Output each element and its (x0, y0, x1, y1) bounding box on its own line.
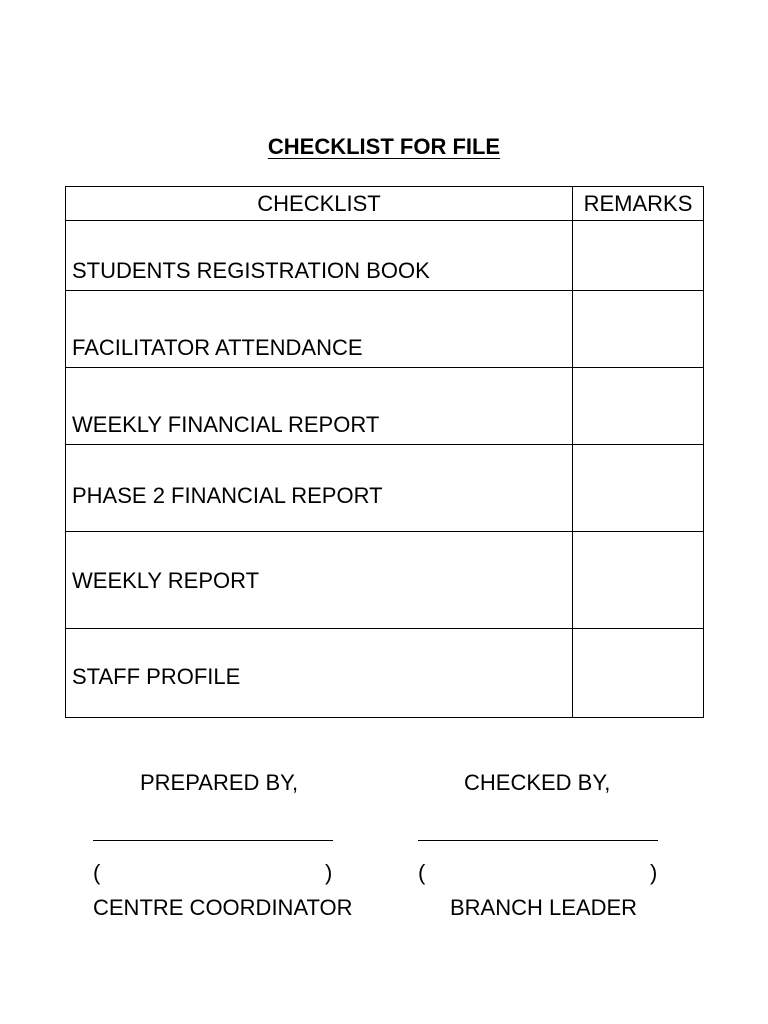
table-row (66, 291, 704, 368)
remarks-cell (573, 629, 704, 718)
prepared-by-signature-line (93, 840, 333, 841)
checklist-item: STUDENTS REGISTRATION BOOK (66, 221, 573, 291)
checked-by-open-paren: ( (418, 860, 426, 885)
remarks-cell (573, 291, 704, 368)
checklist-item: PHASE 2 FINANCIAL REPORT (66, 445, 573, 532)
column-header-checklist: CHECKLIST (66, 187, 573, 221)
prepared-by-label: PREPARED BY, (140, 770, 299, 795)
checklist-item: STAFF PROFILE (66, 629, 573, 718)
table-row (66, 532, 704, 629)
prepared-by-role: CENTRE COORDINATOR (93, 895, 353, 920)
checked-by-role: BRANCH LEADER (450, 895, 638, 920)
checklist-item: FACILITATOR ATTENDANCE (66, 291, 573, 368)
table-row (66, 445, 704, 532)
checked-by-label: CHECKED BY, (464, 770, 611, 795)
table-row (66, 221, 704, 291)
remarks-cell (573, 532, 704, 629)
page-title (0, 134, 768, 160)
checklist-item: WEEKLY FINANCIAL REPORT (66, 368, 573, 445)
title-text: CHECKLIST FOR FILE (267, 134, 501, 159)
checklist-table (65, 186, 704, 718)
table-header-row (66, 187, 704, 221)
prepared-by-close-paren: ) (325, 860, 333, 885)
remarks-cell (573, 445, 704, 532)
prepared-by-open-paren: ( (93, 860, 101, 885)
checked-by-close-paren: ) (650, 860, 658, 885)
column-header-remarks: REMARKS (573, 187, 704, 221)
checked-by-signature-line (418, 840, 658, 841)
remarks-cell (573, 221, 704, 291)
table-row (66, 368, 704, 445)
table-row (66, 629, 704, 718)
checklist-item: WEEKLY REPORT (66, 532, 573, 629)
remarks-cell (573, 368, 704, 445)
